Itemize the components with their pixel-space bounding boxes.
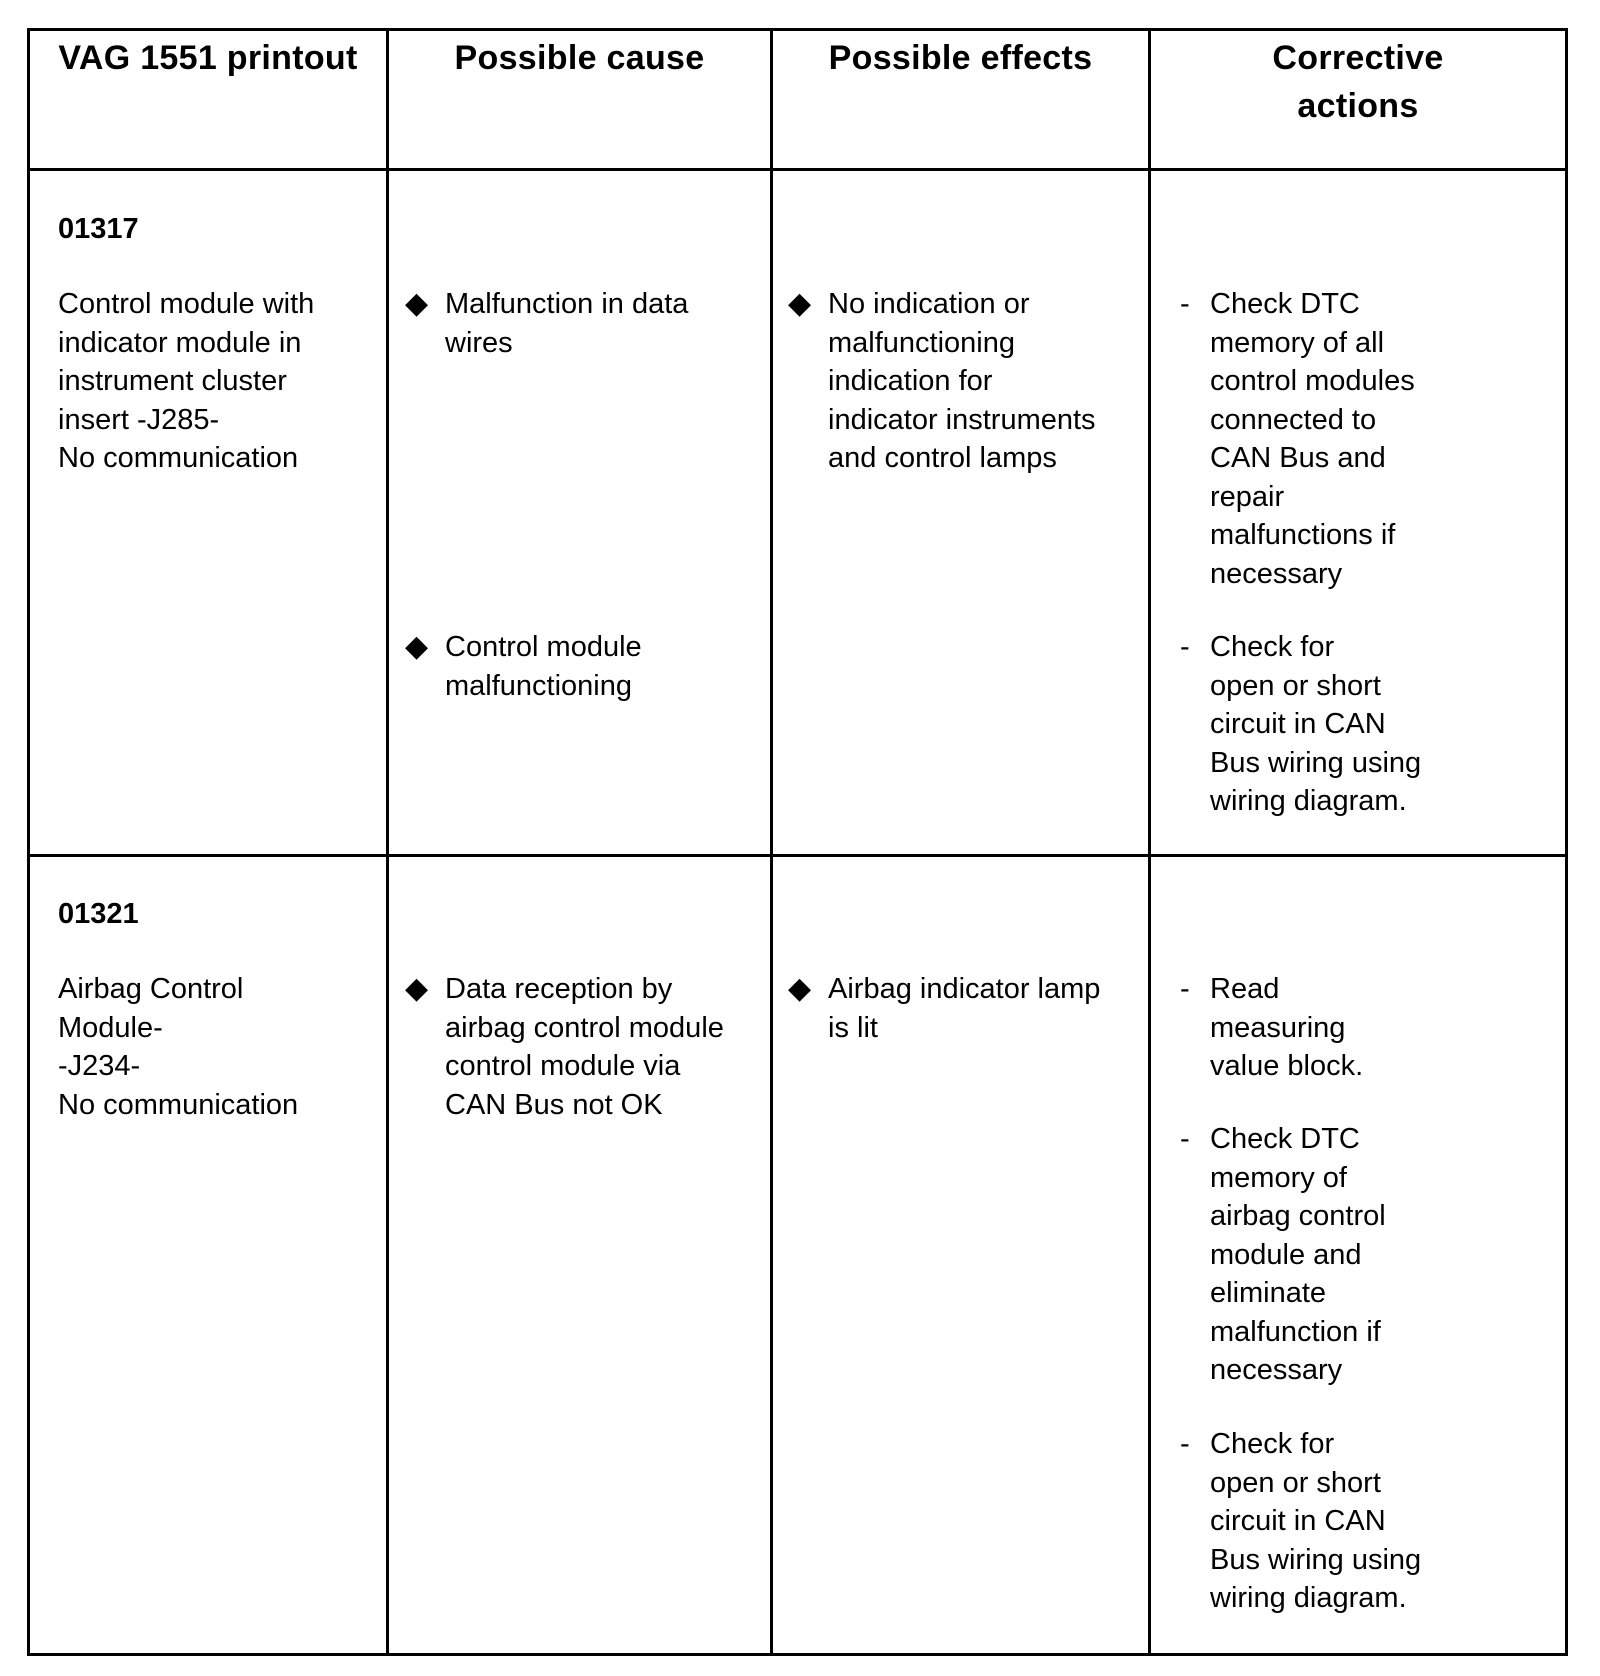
column-divider — [770, 28, 773, 1656]
cause-text: Malfunction in data wires — [445, 288, 689, 359]
action-text: Check DTC memory of airbag control module and eliminate malfunction if necessary — [1210, 1123, 1386, 1386]
dtc-code: 01321 — [58, 898, 139, 930]
diamond-bullet-icon: ◆ — [405, 972, 429, 1005]
row-divider — [27, 854, 1568, 857]
effect-text: No indication or malfunctioning indication for indicator instruments and control lamps — [828, 288, 1096, 474]
action-text: Check for open or short circuit in CAN Bus wiring using wiring diagram. — [1210, 1428, 1422, 1614]
dash-bullet-icon: - — [1180, 1428, 1190, 1460]
diamond-bullet-icon: ◆ — [405, 287, 429, 320]
row-divider — [27, 168, 1568, 171]
cause-text: Data reception by airbag control module control module via CAN Bus not OK — [445, 973, 724, 1121]
diamond-bullet-icon: ◆ — [788, 972, 812, 1005]
dash-bullet-icon: - — [1180, 631, 1190, 663]
dash-bullet-icon: - — [1180, 288, 1190, 320]
header-possible-cause: Possible cause — [454, 39, 705, 77]
cause-text: Control module malfunctioning — [445, 631, 642, 702]
column-divider — [386, 28, 389, 1656]
action-text: Check for open or short circuit in CAN Bus wiring using wiring diagram. — [1210, 631, 1422, 817]
dtc-code: 01317 — [58, 213, 139, 245]
action-text: Read measuring value block. — [1210, 973, 1364, 1082]
dash-bullet-icon: - — [1180, 1123, 1190, 1155]
column-divider — [1148, 28, 1151, 1656]
diamond-bullet-icon: ◆ — [788, 287, 812, 320]
header-printout: VAG 1551 printout — [58, 39, 358, 77]
dash-bullet-icon: - — [1180, 973, 1190, 1005]
dtc-description: Control module with indicator module in instrument cluster insert -J285- No communication — [58, 288, 315, 474]
header-possible-effects: Possible effects — [828, 39, 1093, 77]
action-text: Check DTC memory of all control modules connected to CAN Bus and repair malfunctions if necessary — [1210, 288, 1415, 590]
table-frame — [27, 28, 1568, 1656]
dtc-description: Airbag Control Module- -J234- No communication — [58, 973, 299, 1121]
header-corrective-actions: Corrective actions — [1272, 39, 1444, 125]
diamond-bullet-icon: ◆ — [405, 630, 429, 663]
effect-text: Airbag indicator lamp is lit — [828, 973, 1101, 1044]
